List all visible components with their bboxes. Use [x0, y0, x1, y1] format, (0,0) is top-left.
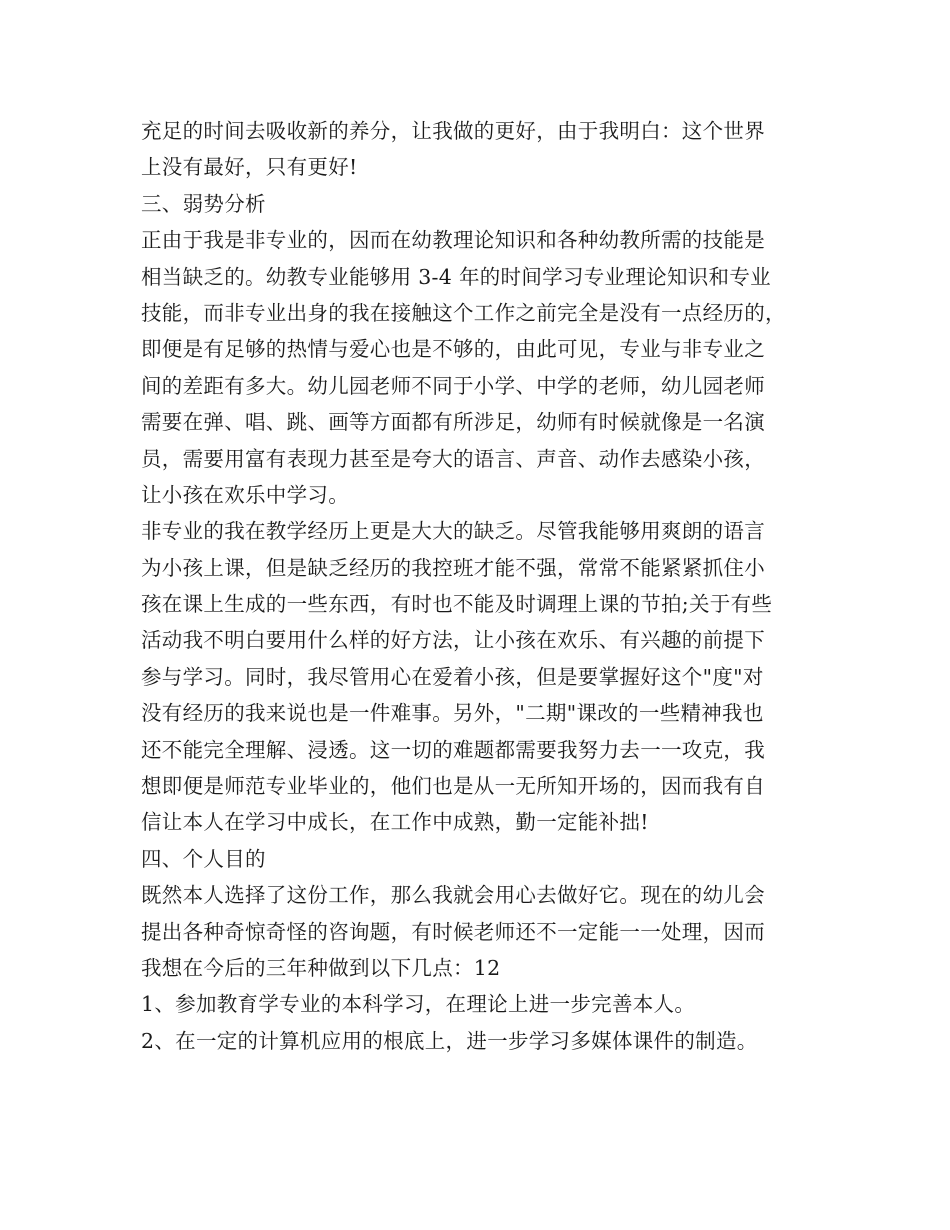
- text-line: 充足的时间去吸收新的养分，让我做的更好，由于我明白：这个世界: [141, 119, 765, 143]
- text-line: 员，需要用富有表现力甚至是夸大的语言、声音、动作去感染小孩，: [141, 446, 765, 471]
- list-item: 2、在一定的计算机应用的根底上，进一步学习多媒体课件的制造。: [141, 1028, 758, 1053]
- document-body: [141, 113, 831, 1059]
- text-line: 即便是有足够的热情与爱心也是不够的，由此可见，专业与非专业之: [141, 337, 765, 362]
- text-line: 技能，而非专业出身的我在接触这个工作之前完全是没有一点经历的，: [141, 300, 786, 325]
- text-line: 活动我不明白要用什么样的好方法，让小孩在欢乐、有兴趣的前提下: [141, 628, 765, 653]
- text-line: 孩在课上生成的一些东西，有时也不能及时调理上课的节拍;关于有些: [141, 592, 773, 617]
- text-line: 正由于我是非专业的，因而在幼教理论知识和各种幼教所需的技能是: [141, 228, 765, 253]
- text-line: 相当缺乏的。幼教专业能够用 3-4 年的时间学习专业理论知识和专业: [141, 264, 771, 289]
- text-line: 想即便是师范专业毕业的，他们也是从一无所知开场的，因而我有自: [141, 774, 765, 799]
- section-heading-weakness: 三、弱势分析: [141, 191, 266, 216]
- text-line: 没有经历的我来说也是一件难事。另外，"二期"课改的一些精神我也: [141, 701, 764, 726]
- text-line: 提出各种奇惊奇怪的咨询题，有时候老师还不一定能一一处理，因而: [141, 919, 765, 944]
- text-line: 非专业的我在教学经历上更是大大的缺乏。尽管我能够用爽朗的语言: [141, 519, 765, 544]
- text-line: 需要在弹、唱、跳、画等方面都有所涉足，幼师有时候就像是一名演: [141, 410, 765, 435]
- text-line: 我想在今后的三年种做到以下几点：12: [141, 955, 501, 980]
- text-line: 还不能完全理解、浸透。这一切的难题都需要我努力去一一攻克，我: [141, 737, 765, 762]
- text-line: 信让本人在学习中成长，在工作中成熟，勤一定能补拙!: [141, 810, 649, 835]
- section-heading-goals: 四、个人目的: [141, 846, 266, 871]
- text-line: 为小孩上课，但是缺乏经历的我控班才能不强，常常不能紧紧抓住小: [141, 555, 765, 580]
- list-item: 1、参加教育学专业的本科学习，在理论上进一步完善本人。: [141, 992, 696, 1017]
- text-line: 参与学习。同时，我尽管用心在爱着小孩，但是要掌握好这个"度"对: [141, 664, 764, 689]
- text-line: 既然本人选择了这份工作，那么我就会用心去做好它。现在的幼儿会: [141, 883, 765, 908]
- text-line: 间的差距有多大。幼儿园老师不同于小学、中学的老师，幼儿园老师: [141, 373, 765, 398]
- text-line: 让小孩在欢乐中学习。: [141, 482, 349, 507]
- text-line: 上没有最好，只有更好!: [141, 155, 358, 180]
